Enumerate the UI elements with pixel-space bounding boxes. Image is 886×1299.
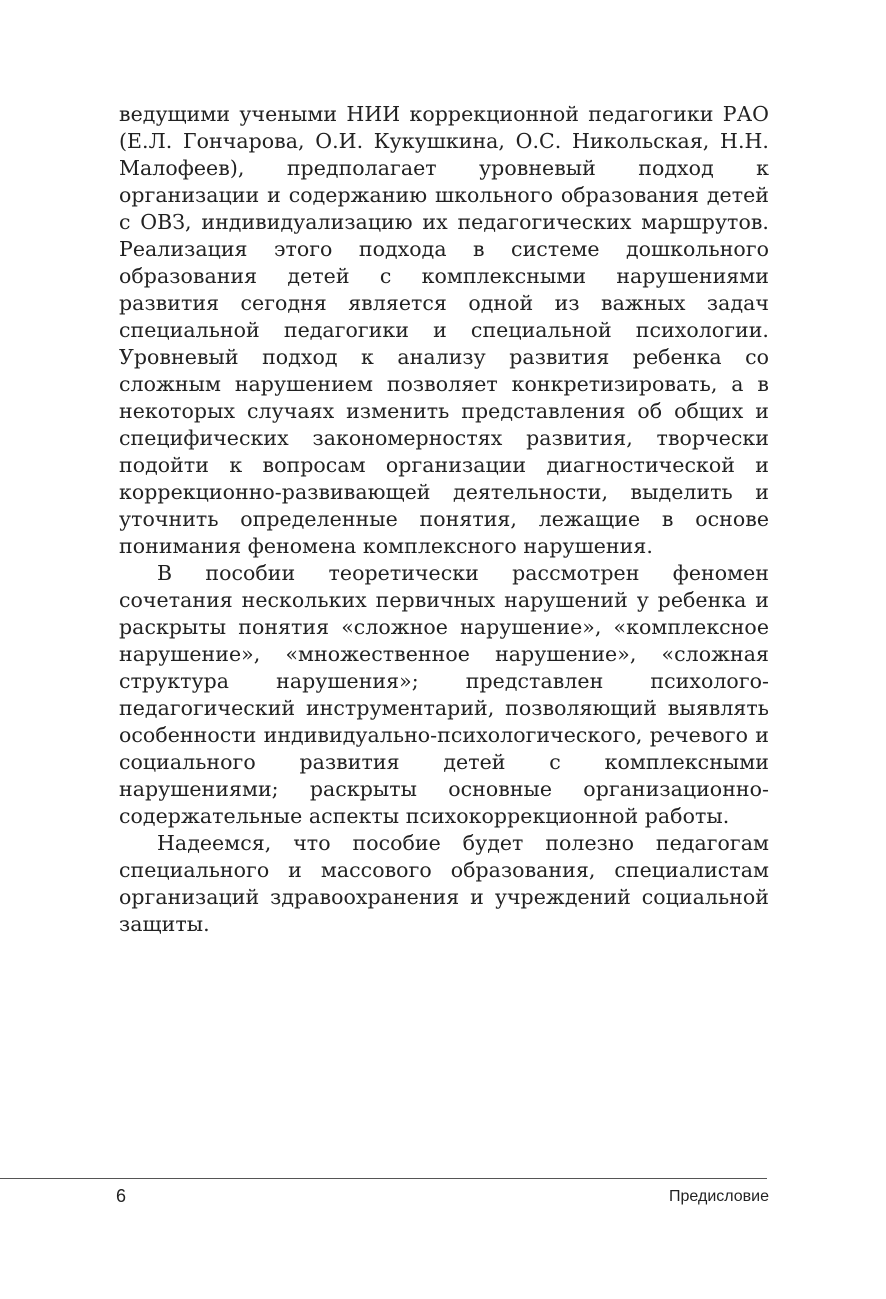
body-paragraph-3: Надеемся, что пособие будет полезно педагогам специального и массового образования, специалистам организаций здравоохранения и учреждений социальной защиты. xyxy=(119,831,769,936)
body-paragraph-1: ведущими учеными НИИ коррекционной педагогики РАО (Е.Л. Гончарова, О.И. Кукушкина, О.С. Никольская, Н.Н. Малофеев), предполагает уровневый подход к организации и содержанию школьного образования детей с ОВЗ, индивидуализацию их педагогических маршрутов. Реализация этого подхода в системе дошкольного образования детей с комплексными нарушениями развития сегодня является одной из важных задач специальной педагогики и специальной психологии. Уровневый подход к анализу развития ребенка со сложным нарушением позволяет конкретизировать, а в некоторых случаях изменить представления об общих и специфических закономерностях развития, творчески подойти к вопросам организации диагностической и коррекционно-развивающей деятельности, выделить и уточнить определенные понятия, лежащие в основе понимания феномена комплексного нарушения. xyxy=(119,102,769,558)
page-number: 6 xyxy=(116,1186,127,1206)
page-body xyxy=(119,101,769,938)
running-footer-section-title: Предисловие xyxy=(669,1188,769,1205)
footer-divider xyxy=(0,1178,767,1179)
body-paragraph-2: В пособии теоретически рассмотрен феномен сочетания нескольких первичных нарушений у ребенка и раскрыты понятия «сложное нарушение», «комплексное нарушение», «множественное нарушение», «сложная структура нарушения»; представлен психолого-педагогический инструментарий, позволяющий выявлять особенности индивидуально-психологического, речевого и социального развития детей с комплексными нарушениями; раскрыты основные организационно-содержательные аспекты психокоррекционной работы. xyxy=(119,561,769,828)
